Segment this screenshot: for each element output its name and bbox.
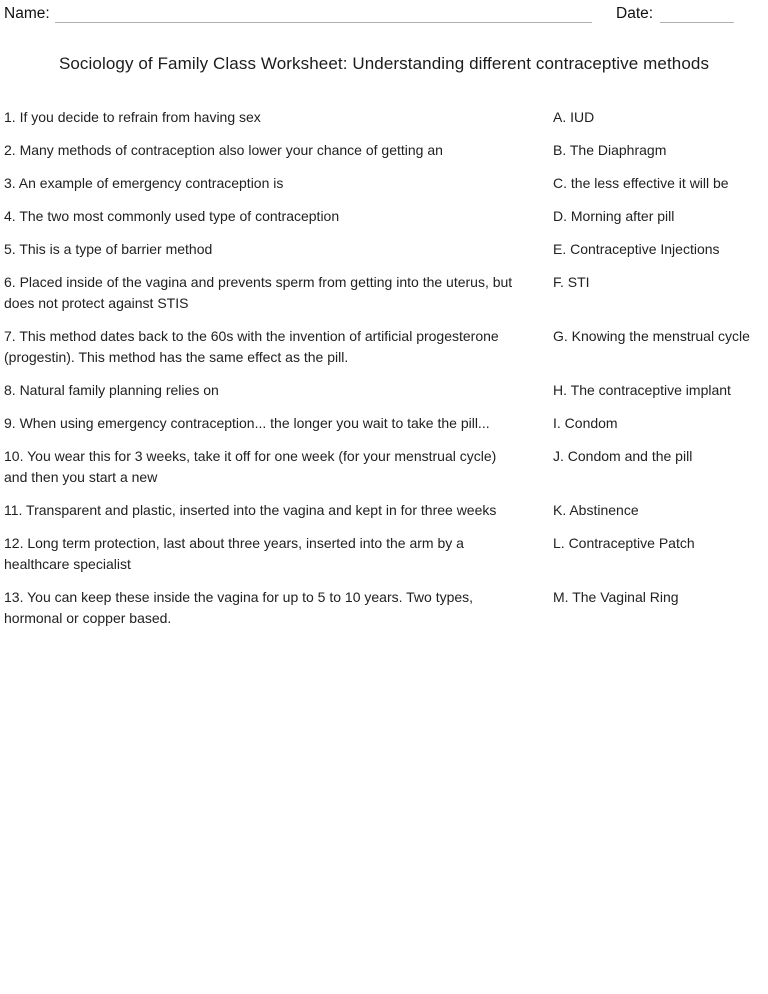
question-item — [4, 446, 553, 488]
question-text: 13. You can keep these inside the vagina for up to 5 to 10 years. Two types, hormonal or copper based. — [4, 589, 474, 626]
question-item — [4, 587, 553, 629]
matching-row — [4, 380, 764, 401]
question-text: 2. Many methods of contraception also lower your chance of getting an — [4, 142, 443, 158]
date-label: Date: — [616, 5, 654, 22]
question-text: 11. Transparent and plastic, inserted into the vagina and kept in for three weeks — [4, 502, 497, 518]
question-text: 4. The two most commonly used type of contraception — [4, 208, 340, 224]
question-text: 12. Long term protection, last about three years, inserted into the arm by a healthcare specialist — [4, 535, 464, 572]
answer-option: J. Condom and the pill — [553, 448, 693, 464]
question-text: 1. If you decide to refrain from having sex — [4, 109, 261, 125]
name-label: Name: — [4, 5, 50, 22]
answer-option: A. IUD — [553, 109, 595, 125]
question-item — [4, 173, 553, 194]
matching-row — [4, 326, 764, 368]
answer-option: B. The Diaphragm — [553, 142, 667, 158]
name-fill-line — [55, 7, 592, 23]
question-text: 9. When using emergency contraception... the longer you wait to take the pill... — [4, 415, 490, 431]
matching-row — [4, 140, 764, 161]
question-item — [4, 140, 553, 161]
question-item — [4, 533, 553, 575]
matching-row — [4, 272, 764, 314]
question-text: 8. Natural family planning relies on — [4, 382, 219, 398]
answer-option: M. The Vaginal Ring — [553, 589, 679, 605]
answer-option: G. Knowing the menstrual cycle — [553, 328, 750, 344]
answer-option: C. the less effective it will be — [553, 175, 729, 191]
answer-option: D. Morning after pill — [553, 208, 675, 224]
question-item — [4, 500, 553, 521]
answer-option: L. Contraceptive Patch — [553, 535, 695, 551]
matching-row — [4, 446, 764, 488]
date-fill-line — [660, 7, 734, 23]
question-item — [4, 380, 553, 401]
question-item — [4, 413, 553, 434]
matching-row — [4, 500, 764, 521]
answer-option: E. Contraceptive Injections — [553, 241, 720, 257]
answer-option: K. Abstinence — [553, 502, 639, 518]
matching-row — [4, 206, 764, 227]
question-text: 7. This method dates back to the 60s with the invention of artificial progesterone (progestin). This method has the same effect as the pill. — [4, 328, 499, 365]
matching-row — [4, 533, 764, 575]
question-item — [4, 239, 553, 260]
answer-option: H. The contraceptive implant — [553, 382, 731, 398]
question-text: 10. You wear this for 3 weeks, take it off for one week (for your menstrual cycle) and then you start a new — [4, 448, 497, 485]
worksheet-header — [0, 0, 768, 23]
question-item — [4, 206, 553, 227]
question-item — [4, 326, 553, 368]
answer-option: F. STI — [553, 274, 590, 290]
worksheet-title: Sociology of Family Class Worksheet: Understanding different contraceptive methods — [58, 54, 710, 73]
matching-row — [4, 107, 764, 128]
matching-row — [4, 239, 764, 260]
question-item — [4, 272, 553, 314]
question-item — [4, 107, 553, 128]
matching-row — [4, 587, 764, 629]
question-text: 5. This is a type of barrier method — [4, 241, 213, 257]
matching-row — [4, 413, 764, 434]
matching-list — [0, 107, 768, 629]
question-text: 3. An example of emergency contraception is — [4, 175, 284, 191]
question-text: 6. Placed inside of the vagina and prevents sperm from getting into the uterus, but does not protect against STIS — [4, 274, 513, 311]
matching-row — [4, 173, 764, 194]
answer-option: I. Condom — [553, 415, 618, 431]
